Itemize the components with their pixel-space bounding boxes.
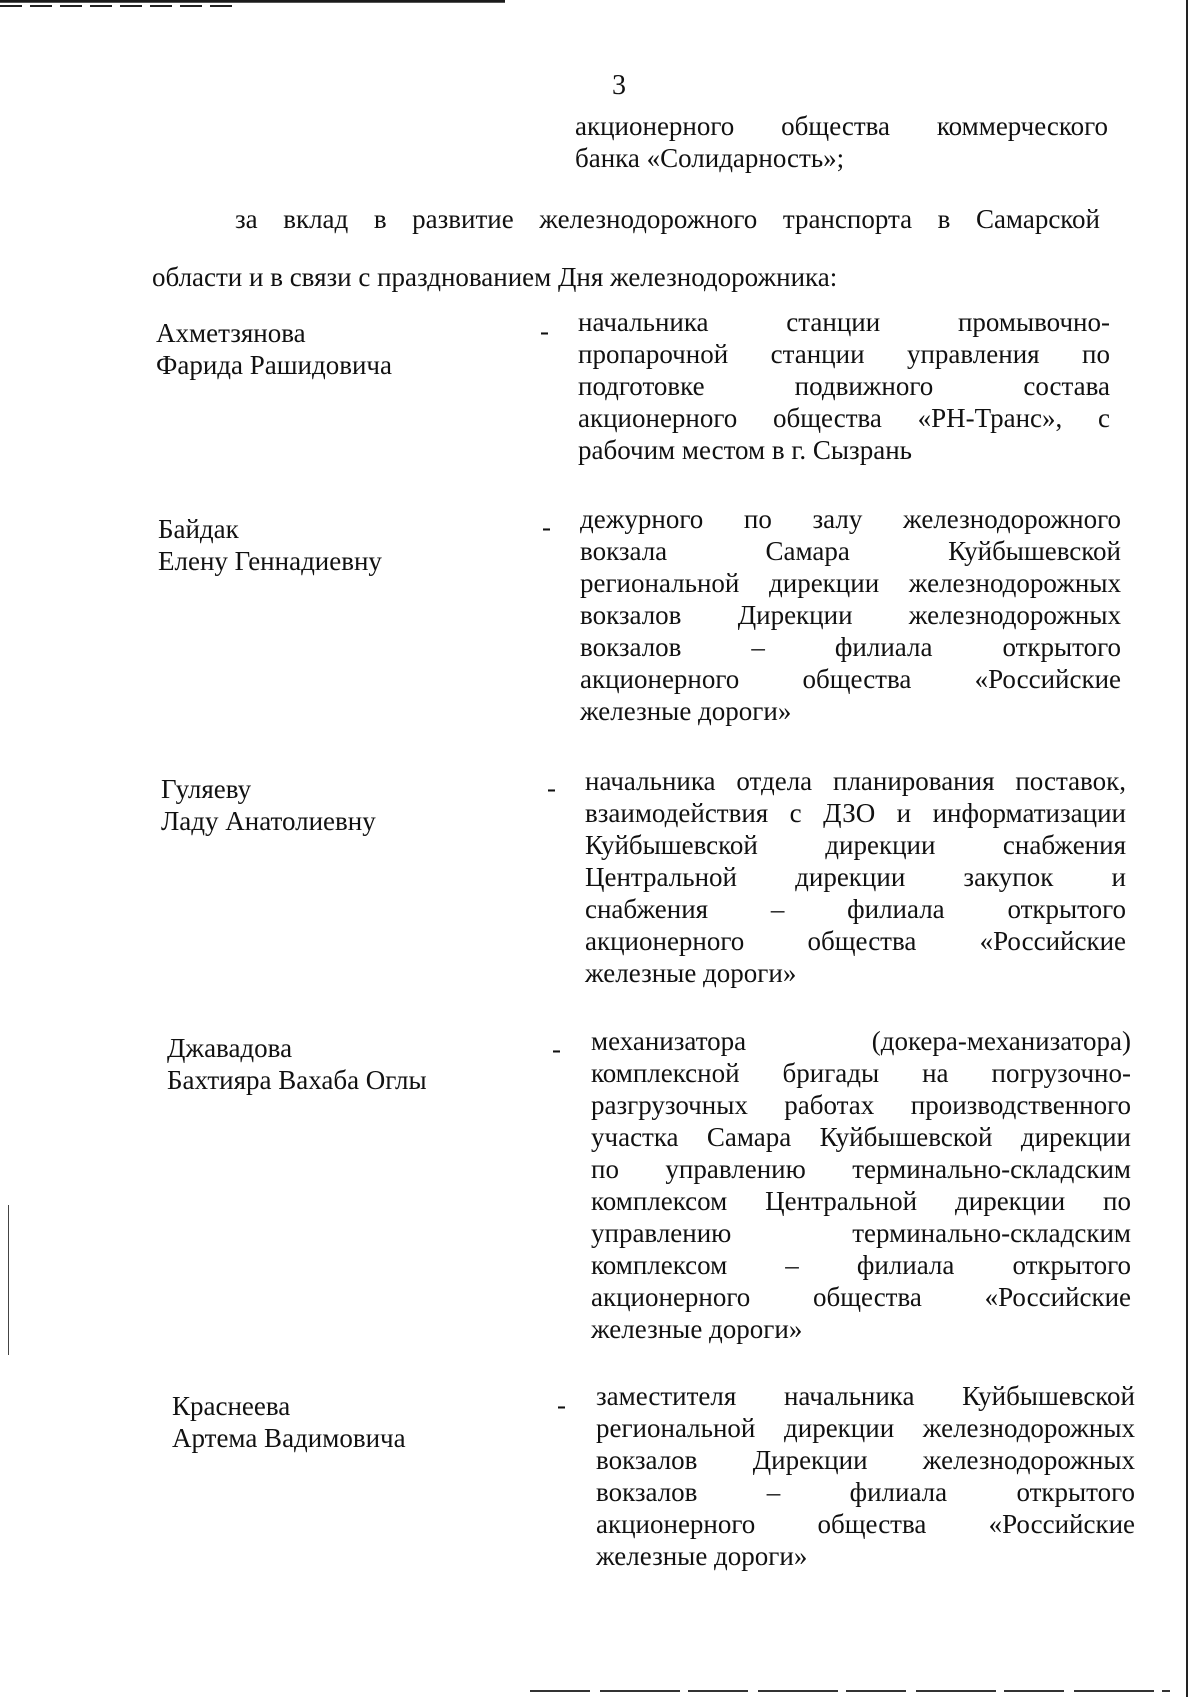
separator-dash: -	[542, 512, 551, 542]
description-line: железные дороги»	[596, 1541, 808, 1571]
description-line: вокзалов Дирекции железнодорожных	[596, 1445, 1135, 1475]
description-line: акционерного общества «Российские	[596, 1509, 1135, 1539]
continuation-line: акционерного общества коммерческого	[575, 111, 1108, 141]
person-surname: Краснеева	[172, 1391, 291, 1421]
continuation-line: банка «Солидарность»;	[575, 143, 845, 173]
description-line: по управлению терминально-складским	[591, 1154, 1131, 1184]
description-line: начальника станции промывочно-	[578, 307, 1110, 337]
description-line: вокзалов – филиала открытого	[580, 632, 1121, 662]
person-surname: Джавадова	[167, 1033, 293, 1063]
person-given-name: Елену Геннадиевну	[158, 546, 382, 576]
position-description	[596, 1380, 1135, 1572]
scan-border-bottom	[530, 1690, 1170, 1692]
person-surname: Ахметзянова	[156, 318, 306, 348]
description-line: комплексом Центральной дирекции по	[591, 1186, 1131, 1216]
description-line: механизатора (докера-механизатора)	[591, 1026, 1131, 1056]
description-line: акционерного общества «Российские	[580, 664, 1121, 694]
description-line: снабжения – филиала открытого	[585, 894, 1126, 924]
person-given-name: Фарида Рашидовича	[156, 350, 392, 380]
position-description	[580, 503, 1121, 727]
description-line: дежурного по залу железнодорожного	[580, 504, 1121, 534]
description-line: подготовке подвижного состава	[578, 371, 1110, 401]
description-line: акционерного общества «РН-Транс», с	[578, 403, 1110, 433]
description-line: вокзалов Дирекции железнодорожных	[580, 600, 1121, 630]
person-surname: Байдак	[158, 514, 239, 544]
description-line: заместителя начальника Куйбышевской	[596, 1381, 1135, 1411]
separator-dash: -	[557, 1390, 566, 1420]
position-description	[591, 1025, 1131, 1345]
position-description	[585, 765, 1126, 989]
description-line: региональной дирекции железнодорожных	[596, 1413, 1135, 1443]
description-line: участка Самара Куйбышевской дирекции	[591, 1122, 1131, 1152]
page-number: 3	[612, 70, 626, 101]
description-line: акционерного общества «Российские	[591, 1282, 1131, 1312]
scan-mark-left	[8, 1205, 9, 1355]
description-line: железные дороги»	[585, 958, 797, 988]
scan-border-top-dashes	[0, 5, 240, 7]
intro-line-1: за вклад в развитие железнодорожного транспорта в Самарской	[235, 204, 1100, 234]
person-given-name: Бахтияра Вахаба Оглы	[167, 1065, 427, 1095]
description-line: начальника отдела планирования поставок,	[585, 766, 1126, 796]
description-line: железные дороги»	[580, 696, 792, 726]
separator-dash: -	[547, 773, 556, 803]
description-line: пропарочной станции управления по	[578, 339, 1110, 369]
intro-line-2: области и в связи с празднованием Дня железнодорожника:	[152, 262, 838, 292]
description-line: взаимодействия с ДЗО и информатизации	[585, 798, 1126, 828]
description-line: вокзала Самара Куйбышевской	[580, 536, 1121, 566]
continuation-text	[575, 110, 1108, 174]
description-line: комплексом – филиала открытого	[591, 1250, 1131, 1280]
person-given-name: Артема Вадимовича	[172, 1423, 406, 1453]
position-description	[578, 306, 1110, 466]
separator-dash: -	[552, 1034, 561, 1064]
description-line: управлению терминально-складским	[591, 1218, 1131, 1248]
description-line: рабочим местом в г. Сызрань	[578, 435, 912, 465]
description-line: региональной дирекции железнодорожных	[580, 568, 1121, 598]
description-line: акционерного общества «Российские	[585, 926, 1126, 956]
separator-dash: -	[540, 316, 549, 346]
description-line: комплексной бригады на погрузочно-	[591, 1058, 1131, 1088]
description-line: железные дороги»	[591, 1314, 803, 1344]
description-line: Куйбышевской дирекции снабжения	[585, 830, 1126, 860]
scan-border-right	[1186, 0, 1188, 1697]
person-surname: Гуляеву	[161, 774, 252, 804]
description-line: вокзалов – филиала открытого	[596, 1477, 1135, 1507]
description-line: разгрузочных работах производственного	[591, 1090, 1131, 1120]
description-line: Центральной дирекции закупок и	[585, 862, 1126, 892]
person-given-name: Ладу Анатолиевну	[161, 806, 376, 836]
